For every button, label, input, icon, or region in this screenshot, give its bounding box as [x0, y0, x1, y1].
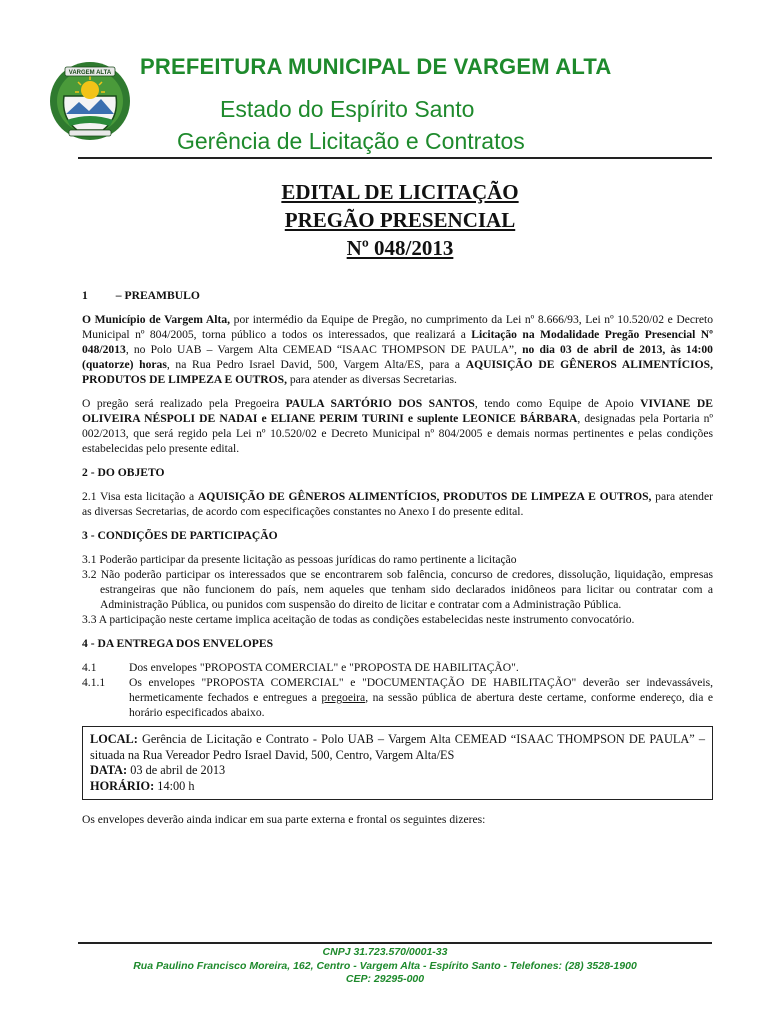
session-info-box	[82, 726, 713, 800]
header-department: Gerência de Licitação e Contratos	[177, 128, 525, 154]
time-line: HORÁRIO: 14:00 h	[90, 778, 195, 793]
footer-divider	[78, 942, 712, 944]
closing-paragraph: Os envelopes deverão ainda indicar em sua parte externa e frontal os seguintes dizeres:	[82, 813, 486, 826]
local-line: LOCAL: Gerência de Licitação e Contrato - Polo UAB – Vargem Alta CEMEAD “ISAAC THOMPSON DE PAULA” – situada na Rua Vereador Pedro Israel David, 500, Centro, Vargem Alta/ES	[90, 732, 705, 762]
page-footer	[0, 946, 770, 987]
section-3-heading: 3 - CONDIÇÕES DE PARTICIPAÇÃO	[82, 529, 278, 542]
list-item: 4.1.1 Os envelopes "PROPOSTA COMERCIAL" e "DOCUMENTAÇÃO DE HABILITAÇÃO" deverão ser indevassáveis, hermeticamente fechados e entregues a pregoeira, na sessão pública de abertura deste certame, conforme endereço, dia e horário especificados abaixo.	[82, 676, 714, 719]
preamble-paragraph-2: O pregão será realizado pela Pregoeira PAULA SARTÓRIO DOS SANTOS, tendo como Equipe de Apoio VIVIANE DE OLIVEIRA NÉSPOLI DE NADAI e ELIANE PERIM TURINI e suplente LEONICE BÁRBARA, designadas pela Portaria nº 002/2013, que será regido pela Lei nº 10.520/02 e Decreto Municipal nº 804/2005 e demais normas pertinentes e pelas condições estabelecidas pelo presente edital.	[82, 397, 713, 455]
document-title	[0, 178, 770, 262]
object-paragraph: 2.1 Visa esta licitação a AQUISIÇÃO DE GÊNEROS ALIMENTÍCIOS, PRODUTOS DE LIMPEZA E OUTROS, para atender as diversas Secretarias, de acordo com especificações constantes no Anexo I do presente edital.	[82, 490, 713, 518]
header-divider	[78, 157, 712, 159]
section-1-number: 1	[82, 289, 88, 302]
preamble-paragraph-1: O Município de Vargem Alta, por intermédio da Equipe de Pregão, no cumprimento da Lei nº 8.666/93, Lei nº 10.520/02 e Decreto Municipal nº 804/2005, torna público a todos os interessados, que realizará a Licitação na Modalidade Pregão Presencial Nº 048/2013, no Polo UAB – Vargem Alta CEMEAD “ISAAC THOMPSON DE PAULA”, no dia 03 de abril de 2013, às 14:00 (quatorze) horas, na Rua Pedro Israel David, 500, Vargem Alta/ES, para a AQUISIÇÃO DE GÊNEROS ALIMENTÍCIOS, PRODUTOS DE LIMPEZA E OUTROS, para atender as diversas Secretarias.	[82, 313, 714, 386]
list-item: 4.1 Dos envelopes "PROPOSTA COMERCIAL" e "PROPOSTA DE HABILITAÇÃO".	[82, 661, 519, 674]
logo-text: VARGEM ALTA	[68, 70, 112, 76]
participation-list	[82, 552, 713, 627]
list-item: 3.2 Não poderão participar os interessados que se encontrarem sob falência, concurso de credores, dissolução, liquidação, empresas estrangeiras que não funcionem do país, nem aqueles que tenham sido declarados inidôneos para licitar ou contratar com a Administração Pública, ou punidos com suspensão do direito de licitar e contratar com a Administração Pública.	[82, 568, 713, 611]
date-line: DATA: 03 de abril de 2013	[90, 763, 226, 777]
section-4-heading: 4 - DA ENTREGA DOS ENVELOPES	[82, 637, 274, 650]
footer-cnpj: CNPJ 31.723.570/0001-33	[322, 946, 448, 958]
list-item: 3.3 A participação neste certame implica aceitação de todas as condições estabelecidas neste instrumento convocatório.	[82, 613, 635, 626]
title-line-3: Nº 048/2013	[346, 236, 454, 260]
title-line-1: EDITAL DE LICITAÇÃO	[281, 180, 519, 204]
footer-address: Rua Paulino Francisco Moreira, 162, Centro - Vargem Alta - Espírito Santo - Telefones: (28) 3528-1900	[133, 959, 637, 972]
title-line-2: PREGÃO PRESENCIAL	[284, 208, 516, 232]
footer-cep: CEP: 29295-000	[345, 973, 425, 985]
section-1-title: – PREAMBULO	[115, 289, 200, 302]
section-2-heading: 2 - DO OBJETO	[82, 466, 165, 479]
header-state: Estado do Espírito Santo	[220, 96, 475, 122]
document-body	[82, 288, 713, 836]
header-title: PREFEITURA MUNICIPAL DE VARGEM ALTA	[140, 54, 612, 79]
section-1-heading	[82, 288, 713, 303]
municipal-seal-logo	[47, 56, 133, 142]
list-item: 3.1 Poderão participar da presente licitação as pessoas jurídicas do ramo pertinente a licitação	[82, 553, 517, 566]
